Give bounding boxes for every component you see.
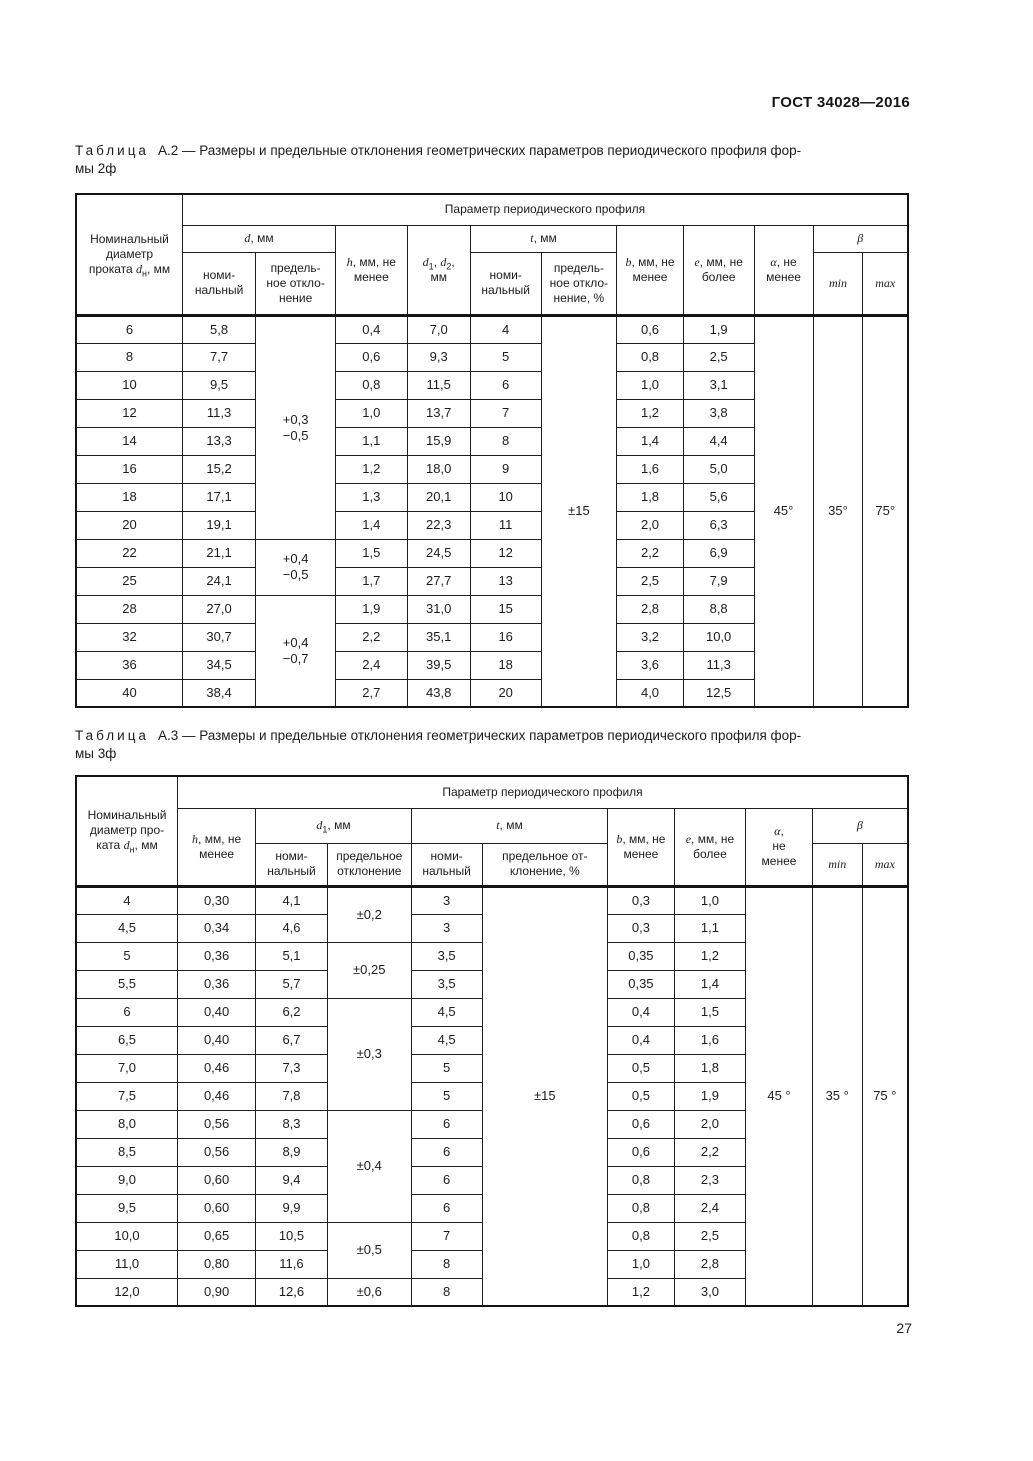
data-cell: 12,6 [256,1278,328,1306]
table-a3-caption-label: Таблица [75,728,149,743]
header-cell: min [813,252,863,315]
data-cell: 6,3 [683,511,754,539]
data-cell: 0,36 [178,970,256,998]
header-cell: max [862,843,908,886]
data-cell: ±15 [541,315,617,707]
data-cell: +0,3 −0,5 [256,315,336,539]
table-row [76,225,908,252]
header-cell: max [863,252,908,315]
data-cell: 7 [470,399,541,427]
data-cell: 21,1 [182,539,255,567]
data-cell: 0,60 [178,1194,256,1222]
data-cell: 2,4 [336,651,408,679]
data-cell: 0,6 [617,315,684,343]
data-cell: 7,0 [76,1054,178,1082]
data-cell: 7,5 [76,1082,178,1110]
data-cell: 3,0 [674,1278,746,1306]
data-cell: 1,0 [608,1250,675,1278]
data-cell: 0,8 [336,371,408,399]
data-cell: 1,4 [674,970,746,998]
data-cell: 8 [76,343,182,371]
data-cell: 5,0 [683,455,754,483]
data-cell: 3,8 [683,399,754,427]
data-cell: 1,6 [617,455,684,483]
table-row [76,315,908,343]
data-cell: 45 ° [746,886,813,1306]
data-cell: 0,80 [178,1250,256,1278]
data-cell: 8 [411,1278,482,1306]
header-cell: h, мм, не менее [178,808,256,886]
data-cell: ±15 [482,886,608,1306]
data-cell: 35 ° [812,886,862,1306]
data-cell: 4,5 [411,998,482,1026]
data-cell: 7,7 [182,343,255,371]
data-cell: 38,4 [182,679,255,707]
data-cell: 6 [411,1166,482,1194]
data-cell: 0,46 [178,1054,256,1082]
data-cell: 0,30 [178,886,256,914]
data-cell: 0,34 [178,914,256,942]
data-cell: 0,56 [178,1138,256,1166]
header-cell: b, мм, не менее [608,808,675,886]
data-cell: 12 [76,399,182,427]
data-cell: 11 [470,511,541,539]
data-cell: 4,0 [617,679,684,707]
data-cell: 0,8 [608,1194,675,1222]
data-cell: 0,60 [178,1166,256,1194]
data-cell: 34,5 [182,651,255,679]
data-cell: 39,5 [407,651,470,679]
header-cell: номи- нальный [470,252,541,315]
data-cell: 6 [76,998,178,1026]
data-cell: +0,4 −0,5 [256,539,336,595]
header-cell: min [812,843,862,886]
data-cell: 1,7 [336,567,408,595]
header-cell: Параметр периодического профиля [182,194,908,225]
data-cell: 0,5 [608,1054,675,1082]
data-cell: 45° [754,315,813,707]
data-cell: 4,5 [411,1026,482,1054]
header-cell: h, мм, не менее [336,225,408,315]
data-cell: 25 [76,567,182,595]
data-cell: ±0,3 [327,998,411,1110]
table-row [76,194,908,225]
data-cell: 32 [76,623,182,651]
data-cell: 20,1 [407,483,470,511]
header-cell: b, мм, не менее [617,225,684,315]
data-cell: 2,4 [674,1194,746,1222]
data-cell: 35° [813,315,863,707]
data-cell: 7,0 [407,315,470,343]
data-cell: 3 [411,886,482,914]
data-cell: 8,9 [256,1138,328,1166]
data-cell: 0,4 [608,1026,675,1054]
data-cell: 18 [76,483,182,511]
data-cell: 13,7 [407,399,470,427]
header-cell: Номинальный диаметр про- ката $d_н$, мм [76,776,178,886]
data-cell: 27,7 [407,567,470,595]
data-cell: 0,3 [608,914,675,942]
data-cell: 8,8 [683,595,754,623]
data-cell: 11,3 [182,399,255,427]
data-cell: 0,40 [178,998,256,1026]
data-cell: 13,3 [182,427,255,455]
data-cell: 7,3 [256,1054,328,1082]
data-cell: 6 [411,1110,482,1138]
header-cell: номи- нальный [411,843,482,886]
data-cell: 1,9 [683,315,754,343]
data-cell: 3 [411,914,482,942]
data-cell: 15,2 [182,455,255,483]
data-cell: 36 [76,651,182,679]
data-cell: 24,5 [407,539,470,567]
data-cell: 7 [411,1222,482,1250]
data-cell: 2,5 [617,567,684,595]
header-cell: предель- ное откло- нение, % [541,252,617,315]
header-cell: Параметр периодического профиля [178,776,909,808]
data-cell: 2,0 [617,511,684,539]
data-cell: 12,5 [683,679,754,707]
table-a2-caption [75,142,917,178]
data-cell: 1,0 [674,886,746,914]
data-cell: 1,9 [674,1082,746,1110]
data-cell: ±0,6 [327,1278,411,1306]
data-cell: ±0,4 [327,1110,411,1222]
data-cell: 6,7 [256,1026,328,1054]
data-cell: 22,3 [407,511,470,539]
table-a2 [75,193,909,708]
data-cell: 1,4 [336,511,408,539]
data-cell: 0,40 [178,1026,256,1054]
data-cell: 4,5 [76,914,178,942]
data-cell: 3,5 [411,942,482,970]
data-cell: 6 [470,371,541,399]
data-cell: 1,0 [336,399,408,427]
data-cell: 2,3 [674,1166,746,1194]
header-cell: е, мм, не более [683,225,754,315]
table-a2-caption-label: Таблица [75,143,149,158]
data-cell: 1,3 [336,483,408,511]
data-cell: 4,4 [683,427,754,455]
data-cell: 40 [76,679,182,707]
header-cell: t, мм [470,225,616,252]
data-cell: 1,0 [617,371,684,399]
data-cell: 9,0 [76,1166,178,1194]
data-cell: 9,4 [256,1166,328,1194]
data-cell: 10 [470,483,541,511]
data-cell: 3,1 [683,371,754,399]
data-cell: 11,6 [256,1250,328,1278]
data-cell: 4 [470,315,541,343]
data-cell: 6,9 [683,539,754,567]
data-cell: 1,8 [617,483,684,511]
data-cell: 4,6 [256,914,328,942]
table-a3-caption [75,727,917,763]
data-cell: 1,4 [617,427,684,455]
data-cell: 0,8 [617,343,684,371]
data-cell: 10,0 [76,1222,178,1250]
data-cell: 0,6 [608,1110,675,1138]
table-row [76,886,908,914]
data-cell: 5,6 [683,483,754,511]
data-cell: 20 [76,511,182,539]
data-cell: 15,9 [407,427,470,455]
data-cell: 17,1 [182,483,255,511]
header-cell: предель- ное откло- нение [256,252,336,315]
data-cell: 5,5 [76,970,178,998]
data-cell: 18 [470,651,541,679]
data-cell: 0,4 [608,998,675,1026]
header-cell: номи- нальный [256,843,328,886]
header-cell: е, мм, не более [674,808,746,886]
data-cell: 2,7 [336,679,408,707]
document-code: ГОСТ 34028—2016 [771,94,910,111]
data-cell: 31,0 [407,595,470,623]
data-cell: 9 [470,455,541,483]
data-cell: 9,9 [256,1194,328,1222]
header-cell: номи- нальный [182,252,255,315]
header-cell: β [812,808,908,843]
data-cell: 5,1 [256,942,328,970]
data-cell: 8,3 [256,1110,328,1138]
data-cell: 3,6 [617,651,684,679]
data-cell: 3,5 [411,970,482,998]
table-row [76,808,908,843]
data-cell: 10,0 [683,623,754,651]
data-cell: 1,1 [674,914,746,942]
data-cell: 1,2 [617,399,684,427]
data-cell: 0,46 [178,1082,256,1110]
data-cell: 35,1 [407,623,470,651]
header-cell: $d_1$, мм [256,808,412,843]
header-cell: α, не менее [754,225,813,315]
data-cell: 6 [76,315,182,343]
header-cell: β [813,225,908,252]
data-cell: 14 [76,427,182,455]
data-cell: 24,1 [182,567,255,595]
data-cell: 1,2 [336,455,408,483]
data-cell: 27,0 [182,595,255,623]
data-cell: 19,1 [182,511,255,539]
data-cell: 0,3 [608,886,675,914]
data-cell: 43,8 [407,679,470,707]
data-cell: 0,36 [178,942,256,970]
data-cell: 75 ° [862,886,908,1306]
data-cell: 5 [411,1082,482,1110]
data-cell: 7,8 [256,1082,328,1110]
data-cell: 2,8 [617,595,684,623]
data-cell: 1,5 [336,539,408,567]
data-cell: 11,3 [683,651,754,679]
data-cell: 10,5 [256,1222,328,1250]
table-a3-caption-text: А.3 — Размеры и предельные отклонения геометрических параметров периодического профиля фор- мы 3ф [75,728,802,762]
table-row [76,776,908,808]
data-cell: 2,5 [683,343,754,371]
data-cell: 8,0 [76,1110,178,1138]
data-cell: 8 [411,1250,482,1278]
header-cell: Номинальный диаметр проката $d_н$, мм [76,194,182,315]
data-cell: 3,2 [617,623,684,651]
data-cell: 9,5 [76,1194,178,1222]
data-cell: 7,9 [683,567,754,595]
data-cell: 8 [470,427,541,455]
data-cell: 0,8 [608,1166,675,1194]
data-cell: 15 [470,595,541,623]
data-cell: 22 [76,539,182,567]
data-cell: 2,8 [674,1250,746,1278]
data-cell: 12 [470,539,541,567]
data-cell: 2,2 [674,1138,746,1166]
data-cell: 6 [411,1194,482,1222]
data-cell: 5 [76,942,178,970]
data-cell: 0,6 [608,1138,675,1166]
header-cell: α, не менее [746,808,813,886]
data-cell: 1,5 [674,998,746,1026]
data-cell: 5,7 [256,970,328,998]
header-cell: $d_1$, $d_2$, мм [407,225,470,315]
data-cell: 6,5 [76,1026,178,1054]
data-cell: ±0,25 [327,942,411,998]
data-cell: 5 [470,343,541,371]
table-a2-caption-text: А.2 — Размеры и предельные отклонения геометрических параметров периодического профиля фор- мы 2ф [75,143,802,177]
data-cell: 6 [411,1138,482,1166]
data-cell: 0,35 [608,942,675,970]
data-cell: 0,8 [608,1222,675,1250]
data-cell: 28 [76,595,182,623]
page-number: 27 [896,1320,912,1336]
data-cell: 0,65 [178,1222,256,1250]
data-cell: ±0,2 [327,886,411,942]
data-cell: 20 [470,679,541,707]
data-cell: 5,8 [182,315,255,343]
data-cell: 2,0 [674,1110,746,1138]
data-cell: 1,1 [336,427,408,455]
data-cell: 6,2 [256,998,328,1026]
data-cell: +0,4 −0,7 [256,595,336,707]
header-cell: предельное отклонение [327,843,411,886]
data-cell: 4,1 [256,886,328,914]
data-cell: 4 [76,886,178,914]
data-cell: 11,5 [407,371,470,399]
data-cell: 0,5 [608,1082,675,1110]
data-cell: 30,7 [182,623,255,651]
data-cell: 16 [76,455,182,483]
data-cell: 13 [470,567,541,595]
data-cell: 0,35 [608,970,675,998]
data-cell: 1,8 [674,1054,746,1082]
data-cell: 1,9 [336,595,408,623]
header-cell: d, мм [182,225,335,252]
data-cell: 2,2 [617,539,684,567]
table-a3 [75,775,909,1307]
data-cell: ±0,5 [327,1222,411,1278]
data-cell: 10 [76,371,182,399]
data-cell: 2,2 [336,623,408,651]
data-cell: 1,2 [608,1278,675,1306]
data-cell: 1,2 [674,942,746,970]
data-cell: 2,5 [674,1222,746,1250]
data-cell: 5 [411,1054,482,1082]
data-cell: 1,6 [674,1026,746,1054]
data-cell: 12,0 [76,1278,178,1306]
header-cell: t, мм [411,808,607,843]
data-cell: 9,3 [407,343,470,371]
header-cell: предельное от- клонение, % [482,843,608,886]
data-cell: 8,5 [76,1138,178,1166]
data-cell: 0,4 [336,315,408,343]
data-cell: 18,0 [407,455,470,483]
data-cell: 75° [863,315,908,707]
data-cell: 16 [470,623,541,651]
data-cell: 9,5 [182,371,255,399]
data-cell: 0,90 [178,1278,256,1306]
data-cell: 0,6 [336,343,408,371]
data-cell: 0,56 [178,1110,256,1138]
data-cell: 11,0 [76,1250,178,1278]
